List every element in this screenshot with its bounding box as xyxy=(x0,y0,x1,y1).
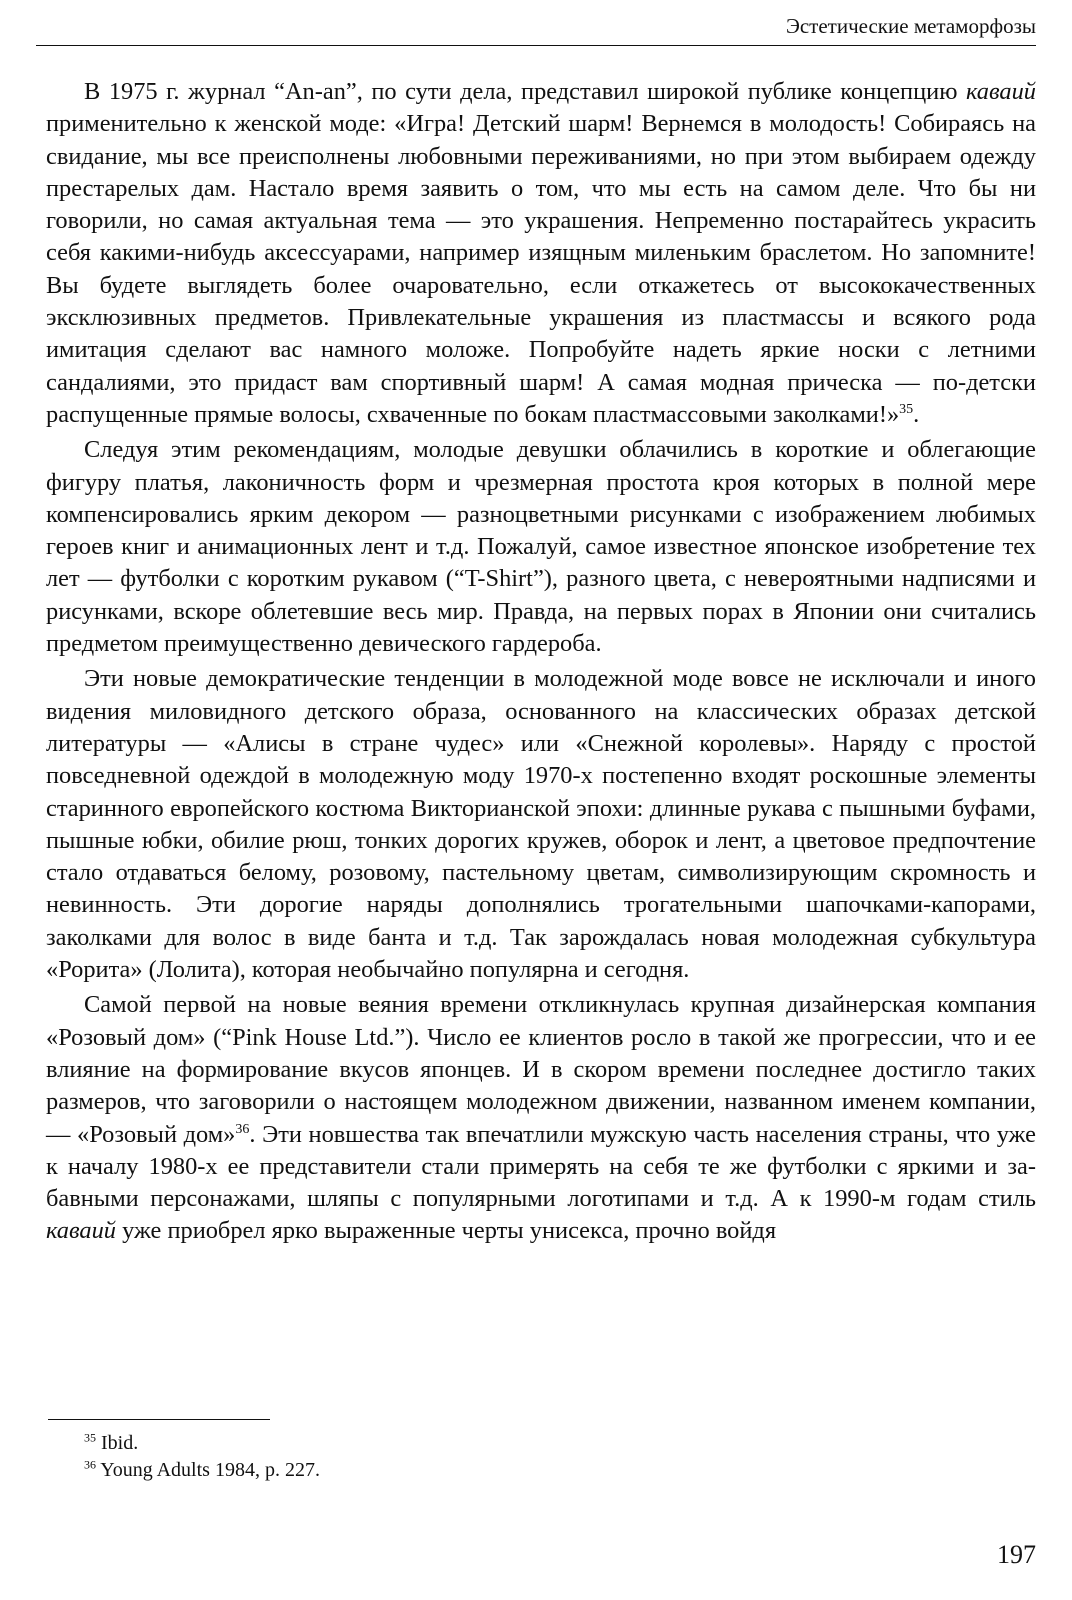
paragraph-2 xyxy=(46,434,1036,660)
footnote-number: 36 xyxy=(84,1457,96,1472)
text-run: . xyxy=(913,400,920,428)
footnote-ref: 36 xyxy=(235,1121,250,1137)
paragraph-1 xyxy=(46,76,1036,431)
paragraph-3 xyxy=(46,663,1036,986)
footnote-ref: 35 xyxy=(899,401,914,417)
text-run: Следуя этим рекомендациям, молодые девушки облачились в короткие и облегающие фигуру платья, лаконичность форм и чрезмерная простота кроя которых в полной мере компенсировались ярким декором — разноцветными рисунками с изображением любимых героев книг и анимационных лент и т.д. Пожалуй, самое известное японское изобретение тех лет — футболки с коротким рукавом (“T-Shirt”), разного цвета, с невероятными надписями и рисунками, вскоре облетевшие весь мир. Правда, на первых порах в Японии они считались предметом преимущественно девического гардероба. xyxy=(46,436,1036,658)
text-run: применительно к женской моде: «Игра! Детский шарм! Вернемся в молодость! Собираясь на свидание, мы все преисполнены любовными переживаниями, но при этом выбираем одежду престарелых дам. Настало время заявить о том, что мы есть на самом деле. Что бы ни говорили, но самая актуальная тема — это украшения. Непременно постарайтесь украсить себя какими-нибудь аксессуарами, например изящным миленьким браслетом. Но запомните! Вы будете выглядеть более очаровательно, если откажетесь от высококачественных эксклюзивных предметов. Привлекательные украшения из пластмассы и всякого рода имитация сделают вас намного моложе. Попробуйте надеть яркие носки с летними сандалиями, это придаст вам спортивный шарм! А самая модная прическа — по-детски распущенные прямые волосы, схваченные по бокам пластмассовыми заколками!» xyxy=(46,110,1036,428)
footnote-36 xyxy=(84,1457,320,1484)
footnotes xyxy=(84,1430,320,1484)
text-run: Самой первой на новые веяния времени откликнулась крупная дизайнерская компания «Розовый дом» (“Pink House Ltd.”). Число ее клиентов росло в такой же прогрессии, что и ее влияние на формирование вкусов японцев. И в скором времени последнее достигло таких размеров, что заговорили о настоящем молодежном движении, названном именем компании, — «Розовый дом» xyxy=(46,991,1036,1148)
footnote-text: Young Adults 1984, p. 227. xyxy=(100,1459,320,1481)
footnote-text: Ibid. xyxy=(101,1432,139,1454)
text-run: Эти новые демократические тенденции в молодежной моде вовсе не исключали и иного видения миловидного детского образа, основанного на классических образах детской литературы — «Алисы в стране чудес» или «Снежной королевы». Наряду с простой повседневной одеждой в молодежную моду 1970-х постепенно входят роскошные элементы старинного европейского костюма Викторианской эпохи: длинные рукава с пышными буфами, пышные юбки, обилие рюш, тонких дорогих кружев, оборок и лент, а цветовое предпочтение стало отдаваться белому, розовому, пастельному цветам, символизирующим скромность и невинность. Эти дорогие наряды дополнялись трогательными шапочками-капорами, заколками для волос в виде банта и т.д. Так зарождалась новая молодежная субкультура «Рорита» (Лолита), которая необычайно популярна и сегодня. xyxy=(46,665,1036,984)
text-run: уже приобрел ярко выраженные черты унисекса, прочно войдя xyxy=(116,1217,777,1245)
italic-term: каваий xyxy=(965,78,1036,105)
footnote-35 xyxy=(84,1430,320,1457)
page-number: 197 xyxy=(997,1540,1036,1569)
footnote-separator xyxy=(48,1419,270,1420)
paragraph-4 xyxy=(46,989,1036,1247)
italic-term: каваий xyxy=(46,1217,117,1245)
body-text xyxy=(46,76,1036,1251)
text-run: . Эти новшества так впечатлили мужскую часть населения страны, что уже к началу 1980-х ее представители стали примерять на себя те же футболки с яркими и забавными персонажами, шляпы с популярными логотипами и т.д. А к 1990-м годам стиль xyxy=(46,1120,1036,1213)
text-run: В 1975 г. журнал “An-an”, по сути дела, представил широкой публике концепцию xyxy=(84,78,966,105)
footnote-number: 35 xyxy=(84,1430,96,1445)
running-head: Эстетические метаморфозы xyxy=(36,14,1036,46)
